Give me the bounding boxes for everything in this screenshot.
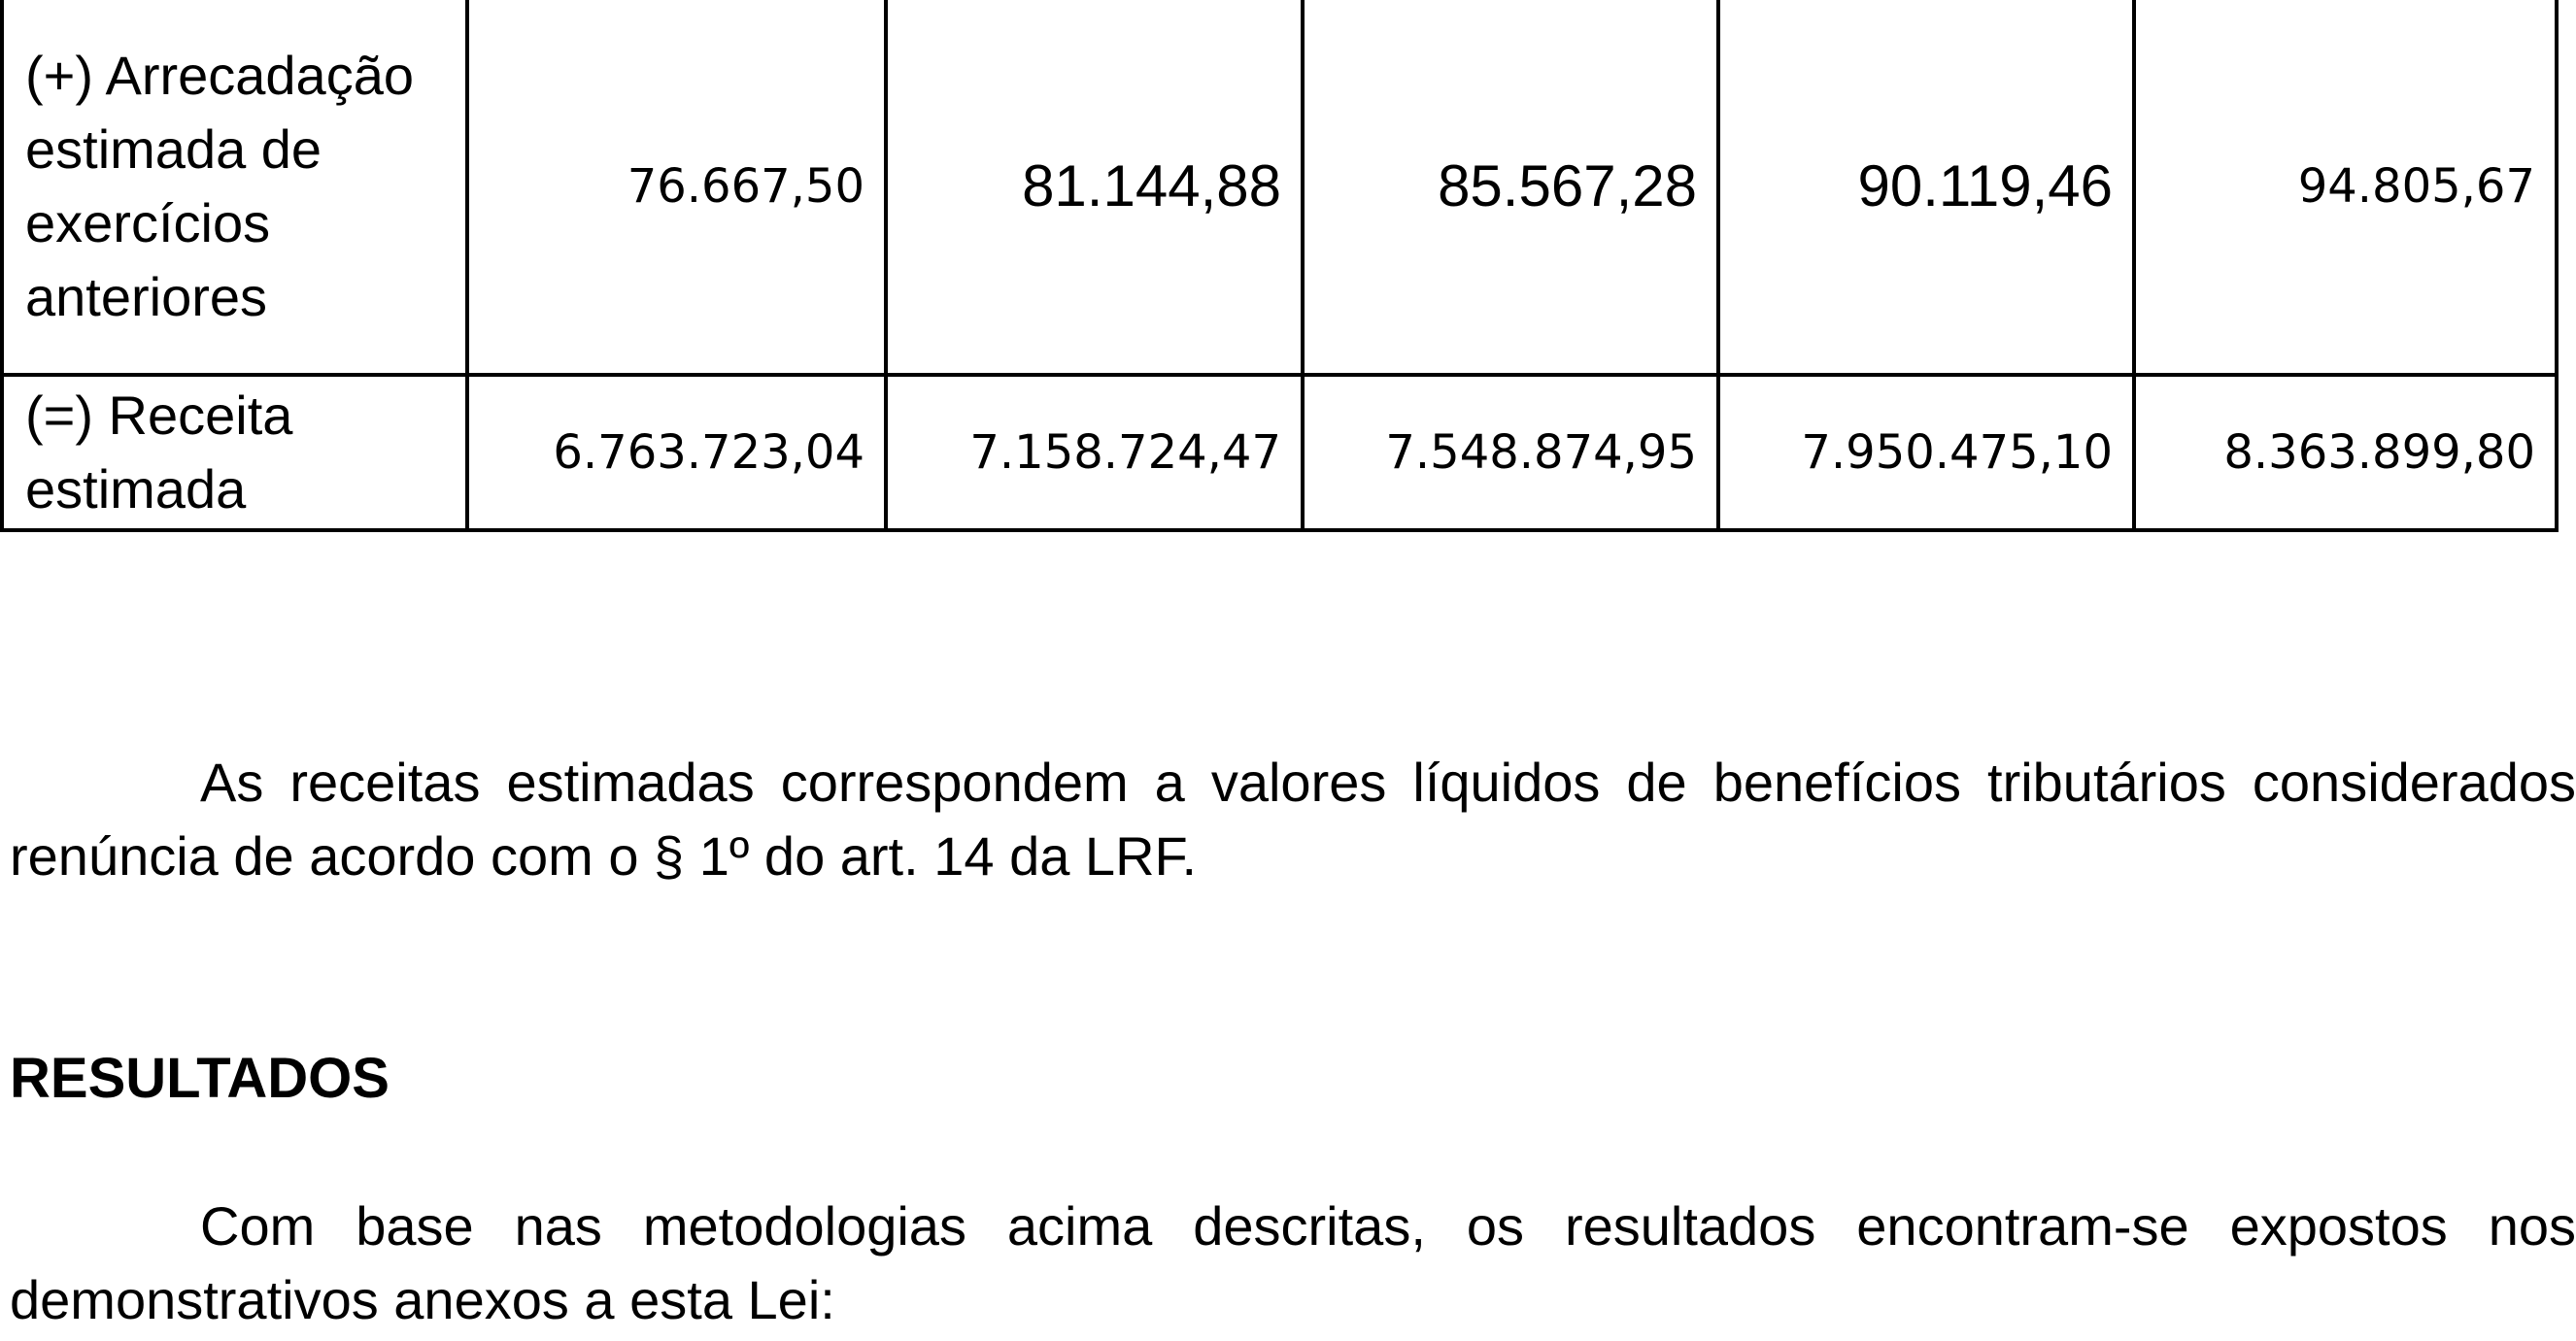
table-cell: 90.119,46 (1718, 0, 2134, 375)
paragraph-receitas (10, 746, 2576, 893)
revenue-table (0, 0, 2559, 532)
table-cell: 7.548.874,95 (1303, 375, 1718, 530)
row-label: (+) Arrecadação estimada de exercícios anteriores (2, 0, 467, 375)
table-row (2, 375, 2557, 530)
paragraph-resultados (10, 1190, 2576, 1337)
table-cell: 94.805,67 (2134, 0, 2557, 375)
paragraph-text: As receitas estimadas correspondem a valores líquidos de benefícios tributários considerados renúncia de acordo com o § 1º do art. 14 da LRF. (10, 752, 2576, 887)
table-cell: 85.567,28 (1303, 0, 1718, 375)
paragraph-text: Com base nas metodologias acima descritas, os resultados encontram-se expostos nos demonstrativos anexos a esta Lei: (10, 1195, 2576, 1330)
table-cell: 76.667,50 (467, 0, 886, 375)
table-cell: 7.158.724,47 (886, 375, 1303, 530)
table-cell: 8.363.899,80 (2134, 375, 2557, 530)
table-cell: 81.144,88 (886, 0, 1303, 375)
row-label: (=) Receita estimada (2, 375, 467, 530)
section-heading: RESULTADOS (10, 1047, 390, 1110)
table-cell: 6.763.723,04 (467, 375, 886, 530)
table-cell: 7.950.475,10 (1718, 375, 2134, 530)
table-row (2, 0, 2557, 375)
